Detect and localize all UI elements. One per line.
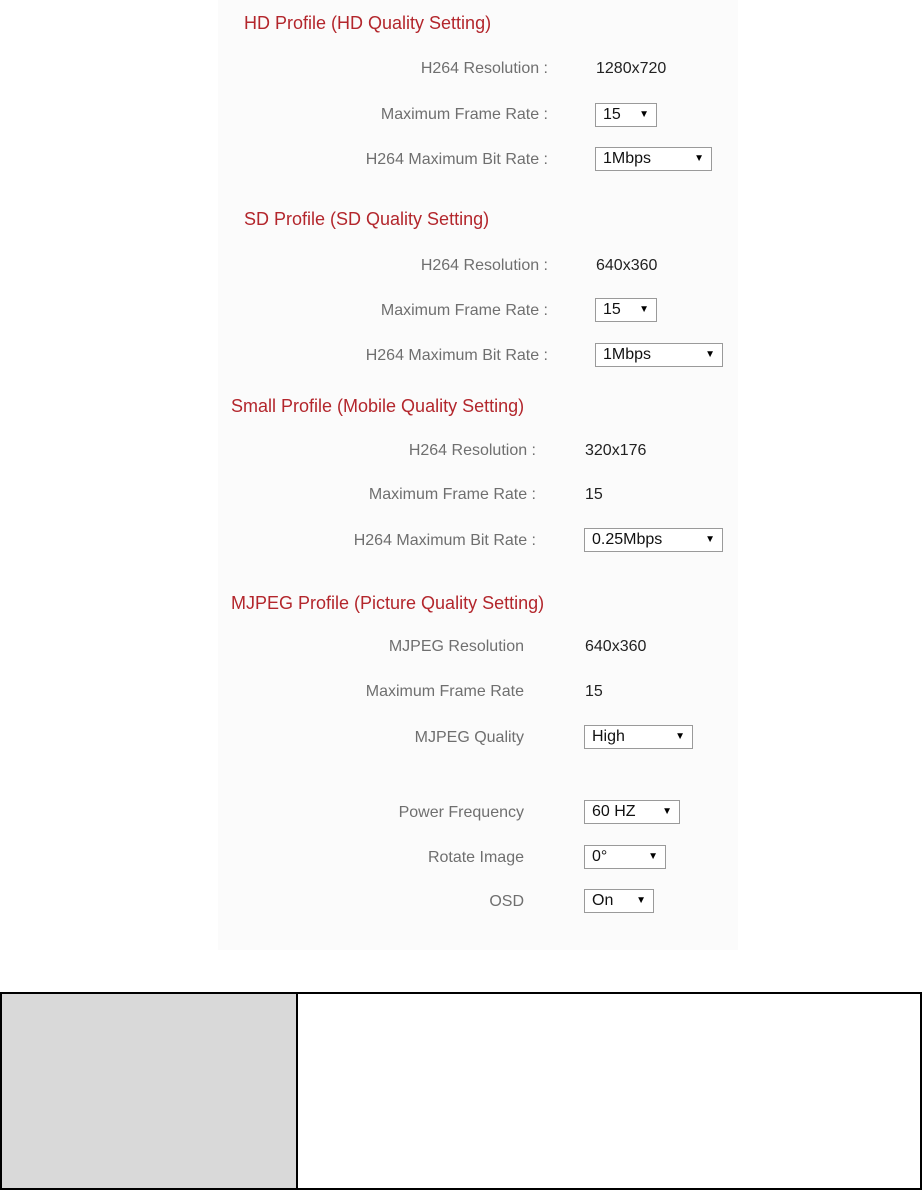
chevron-down-icon: ▼ [705, 534, 715, 545]
mjpeg-resolution-value: 640x360 [585, 638, 647, 655]
power-frequency-selected: 60 HZ [592, 803, 636, 820]
mjpeg-frame-rate-value: 15 [585, 683, 603, 700]
small-bitrate-selected: 0.25Mbps [592, 531, 663, 548]
small-frame-rate-label: Maximum Frame Rate : [368, 486, 536, 503]
power-frequency-select[interactable] [584, 800, 680, 824]
small-bitrate-label: H264 Maximum Bit Rate : [353, 532, 536, 549]
small-resolution-value: 320x176 [585, 442, 647, 459]
sd-bitrate-selected: 1Mbps [603, 346, 652, 363]
chevron-down-icon: ▼ [662, 806, 672, 817]
osd-selected: On [592, 892, 614, 909]
sd-resolution-label: H264 Resolution : [420, 257, 548, 274]
chevron-down-icon: ▼ [639, 109, 649, 120]
sd-frame-rate-select[interactable] [595, 298, 657, 322]
chevron-down-icon: ▼ [705, 349, 715, 360]
mjpeg-quality-selected: High [592, 728, 625, 745]
hd-resolution-value: 1280x720 [596, 60, 667, 77]
hd-frame-rate-selected: 15 [603, 106, 621, 123]
chevron-down-icon: ▼ [636, 895, 646, 906]
sd-bitrate-select[interactable] [595, 343, 723, 367]
description-table-content-cell [298, 994, 920, 1188]
sd-profile-heading: SD Profile (SD Quality Setting) [244, 209, 490, 229]
hd-bitrate-select[interactable] [595, 147, 712, 171]
small-frame-rate-value: 15 [585, 486, 603, 503]
mjpeg-resolution-label: MJPEG Resolution [388, 638, 524, 655]
hd-resolution-label: H264 Resolution : [420, 60, 548, 77]
chevron-down-icon: ▼ [639, 304, 649, 315]
osd-label: OSD [489, 893, 524, 910]
mjpeg-quality-select[interactable] [584, 725, 693, 749]
hd-frame-rate-select[interactable] [595, 103, 657, 127]
sd-bitrate-label: H264 Maximum Bit Rate : [365, 347, 548, 364]
rotate-image-label: Rotate Image [427, 849, 524, 866]
rotate-image-select[interactable] [584, 845, 666, 869]
sd-frame-rate-label: Maximum Frame Rate : [380, 302, 548, 319]
hd-profile-heading: HD Profile (HD Quality Setting) [244, 13, 492, 33]
small-bitrate-select[interactable] [584, 528, 723, 552]
chevron-down-icon: ▼ [675, 731, 685, 742]
mjpeg-quality-label: MJPEG Quality [414, 729, 524, 746]
power-frequency-label: Power Frequency [398, 804, 524, 821]
osd-select[interactable] [584, 889, 654, 913]
sd-frame-rate-selected: 15 [603, 301, 621, 318]
description-table [0, 992, 922, 1190]
chevron-down-icon: ▼ [694, 153, 704, 164]
description-table-label-cell [2, 994, 298, 1188]
hd-frame-rate-label: Maximum Frame Rate : [380, 106, 548, 123]
mjpeg-profile-heading: MJPEG Profile (Picture Quality Setting) [231, 593, 545, 613]
chevron-down-icon: ▼ [648, 851, 658, 862]
sd-resolution-value: 640x360 [596, 257, 658, 274]
small-profile-heading: Small Profile (Mobile Quality Setting) [231, 396, 525, 416]
mjpeg-frame-rate-label: Maximum Frame Rate [365, 683, 524, 700]
small-resolution-label: H264 Resolution : [408, 442, 536, 459]
hd-bitrate-label: H264 Maximum Bit Rate : [365, 151, 548, 168]
rotate-image-selected: 0° [592, 848, 608, 865]
hd-bitrate-selected: 1Mbps [603, 150, 652, 167]
